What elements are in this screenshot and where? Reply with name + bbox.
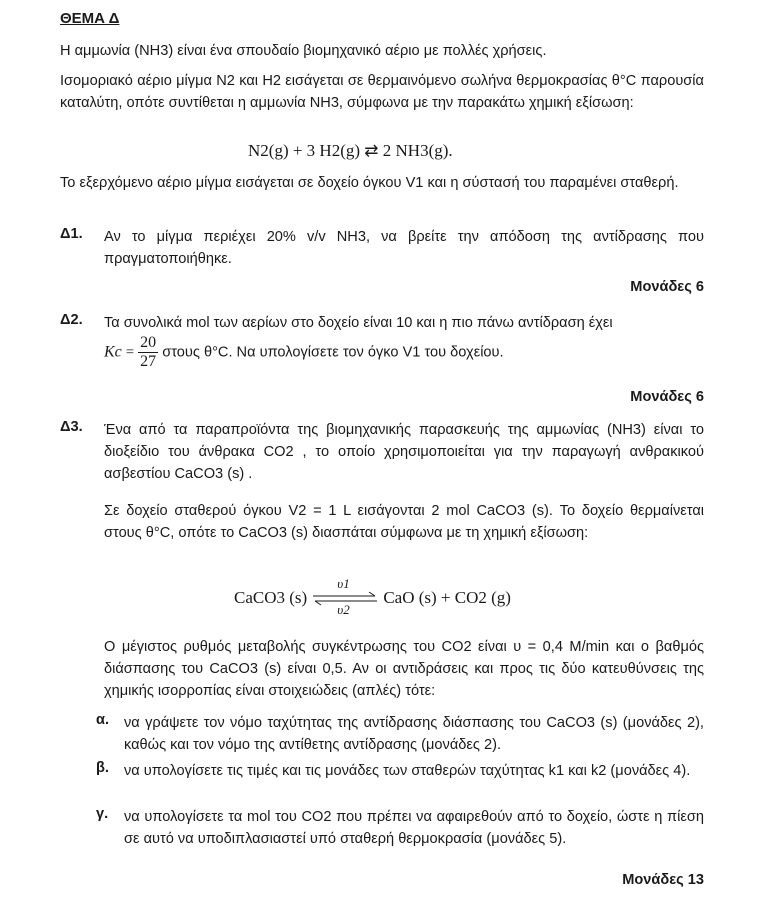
forward-rate-label: υ1 [337,576,350,591]
ammonia-equation: N2(g) + 3 H2(g) ⇄ 2 NH3(g). [248,141,453,160]
question-d3-marks: Μονάδες 13 [622,872,704,888]
calcium-carbonate-equation [234,576,511,617]
question-d3-text-3: Ο μέγιστος ρυθμός μεταβολής συγκέντρωσης του CO2 είναι υ = 0,4 M/min και ο βαθμός διάσπασης του CaCO3 (s) είναι 0,5. Αν οι αντιδράσεις και προς τις δύο κατευθύνσεις της χημικής ισορροπίας είναι στοιχειώδεις (απλές) τότε: [104,639,704,699]
kc-denominator: 27 [140,353,157,370]
equation-right-side: CaO (s) + CO2 (g) [383,587,511,607]
subquestion-b-label: β. [96,760,109,776]
question-d1-marks: Μονάδες 6 [630,279,704,295]
equation-left-side: CaCO3 (s) [234,587,308,607]
intro-paragraph-2: Ισομοριακό αέριο μίγμα N2 και H2 εισάγεται σε θερμαινόμενο σωλήνα θερμοκρασίας θ°C παρουσία καταλύτη, οπότε συντίθεται η αμμωνία NH3, σύμφωνα με την παρακάτω χημική εξίσωση: [60,73,704,111]
question-d3-text-2: Σε δοχείο σταθερού όγκου V2 = 1 L εισάγονται 2 mol CaCO3 (s). Το δοχείο θερμαίνεται στους θ°C, οπότε το CaCO3 (s) διασπάται σύμφωνα με τη χημική εξίσωση: [104,503,704,541]
question-d1-label: Δ1. [60,226,83,242]
kc-fraction [138,334,158,371]
subquestion-g-text: να υπολογίσετε τα mol του CO2 που πρέπει να αφαιρεθούν από το δοχείο, ώστε η πίεση σε αυτό να υποδιπλασιαστεί υπό σταθερή θερμοκρασία (μονάδες 5). [124,809,704,847]
equilibrium-arrows-icon [311,576,379,617]
intro-paragraph-1: Η αμμωνία (NH3) είναι ένα σπουδαίο βιομηχανικό αέριο με πολλές χρήσεις. [60,43,547,59]
subquestion-g-label: γ. [96,806,109,822]
question-d3-text-1: Ένα από τα παραπροϊόντα της βιομηχανικής παρασκευής της αμμωνίας (NH3) είναι το διοξείδιο του άνθρακα CO2 , το οποίο χρησιμοποιείται για την παραγωγή ανθρακικού ασβεστίου CaCO3 (s) . [104,422,704,482]
question-d2-text-a: Τα συνολικά mol των αερίων στο δοχείο είναι 10 και η πιο πάνω αντίδραση έχει [104,315,613,331]
question-d2-kc-line: Kc = $\frac{20}{27}$ στους θ°C. Να υπολογίσετε τον όγκο V1 του δοχείου. [104,334,504,370]
page-title: ΘΕΜΑ Δ [60,10,120,27]
intro-paragraph-3: Το εξερχόμενο αέριο μίγμα εισάγεται σε δοχείο όγκου V1 και η σύστασή του παραμένει σταθερή. [60,175,679,191]
kc-symbol: Kc [104,343,122,361]
reverse-rate-label: υ2 [337,602,350,617]
question-d2-marks: Μονάδες 6 [630,389,704,405]
question-d3-label: Δ3. [60,419,83,435]
subquestion-a-label: α. [96,712,110,728]
question-d1-text: Αν το μίγμα περιέχει 20% v/v NH3, να βρείτε την απόδοση της αντίδρασης που πραγματοποιήθηκε. [104,229,704,267]
question-d2-label: Δ2. [60,312,83,328]
kc-numerator: 20 [140,334,157,351]
subquestion-b-text: να υπολογίσετε τις τιμές και τις μονάδες των σταθερών ταχύτητας k1 και k2 (μονάδες 4). [124,763,691,779]
question-d2-text-b: στους θ°C. Να υπολογίσετε τον όγκο V1 του δοχείου. [162,344,504,361]
subquestion-a-text: να γράψετε τον νόμο ταχύτητας της αντίδρασης διάσπασης του CaCO3 (s) (μονάδες 2), καθώς και τον νόμο της αντίθετης αντίδρασης (μονάδες 2). [124,715,704,753]
